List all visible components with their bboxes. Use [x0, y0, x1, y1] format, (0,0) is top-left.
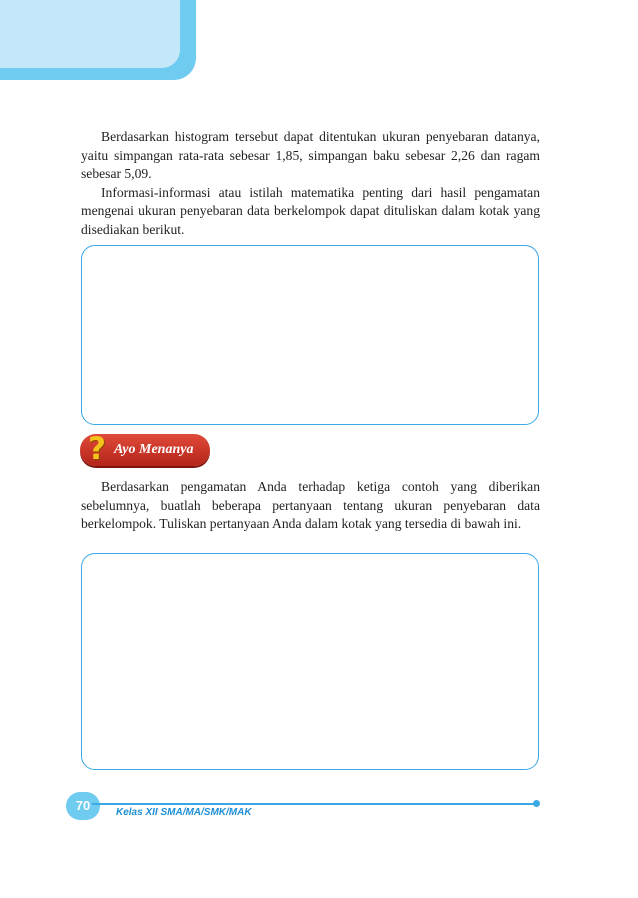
paragraph-histogram-result: Berdasarkan histogram tersebut dapat ditentukan ukuran penyebaran datanya, yaitu simpangan rata-rata sebesar 1,85, simpangan baku sebesar 2,26 dan ragam sebesar 5,09.: [81, 129, 540, 182]
footer-divider-dot: [533, 800, 540, 807]
top-text-block: [81, 128, 540, 240]
bottom-text-block: [81, 478, 540, 534]
paragraph-questions-instruction: Berdasarkan pengamatan Anda terhadap ketiga contoh yang diberikan sebelumnya, buatlah beberapa pertanyaan tentang ukuran penyebaran data berkelompok. Tuliskan pertanyaan Anda dalam kotak yang tersedia di bawah ini.: [81, 479, 540, 532]
questions-answer-box[interactable]: [81, 553, 539, 770]
page-number-badge: [66, 792, 100, 820]
page-number: 70: [75, 798, 91, 813]
corner-tab-inner: [0, 0, 180, 68]
ayo-menanya-label: Ayo Menanya: [114, 442, 194, 457]
footer-divider: [92, 803, 536, 805]
paragraph-information: Informasi-informasi atau istilah matematika penting dari hasil pengamatan mengenai ukuran penyebaran data berkelompok dapat dituliskan dalam kotak yang disediakan berikut.: [81, 184, 540, 237]
corner-tab-decoration: [0, 0, 196, 80]
question-mark-icon: ?: [88, 431, 106, 467]
information-answer-box[interactable]: [81, 245, 539, 425]
ayo-menanya-badge: [80, 431, 210, 467]
footer-book-title: Kelas XII SMA/MA/SMK/MAK: [116, 807, 252, 818]
